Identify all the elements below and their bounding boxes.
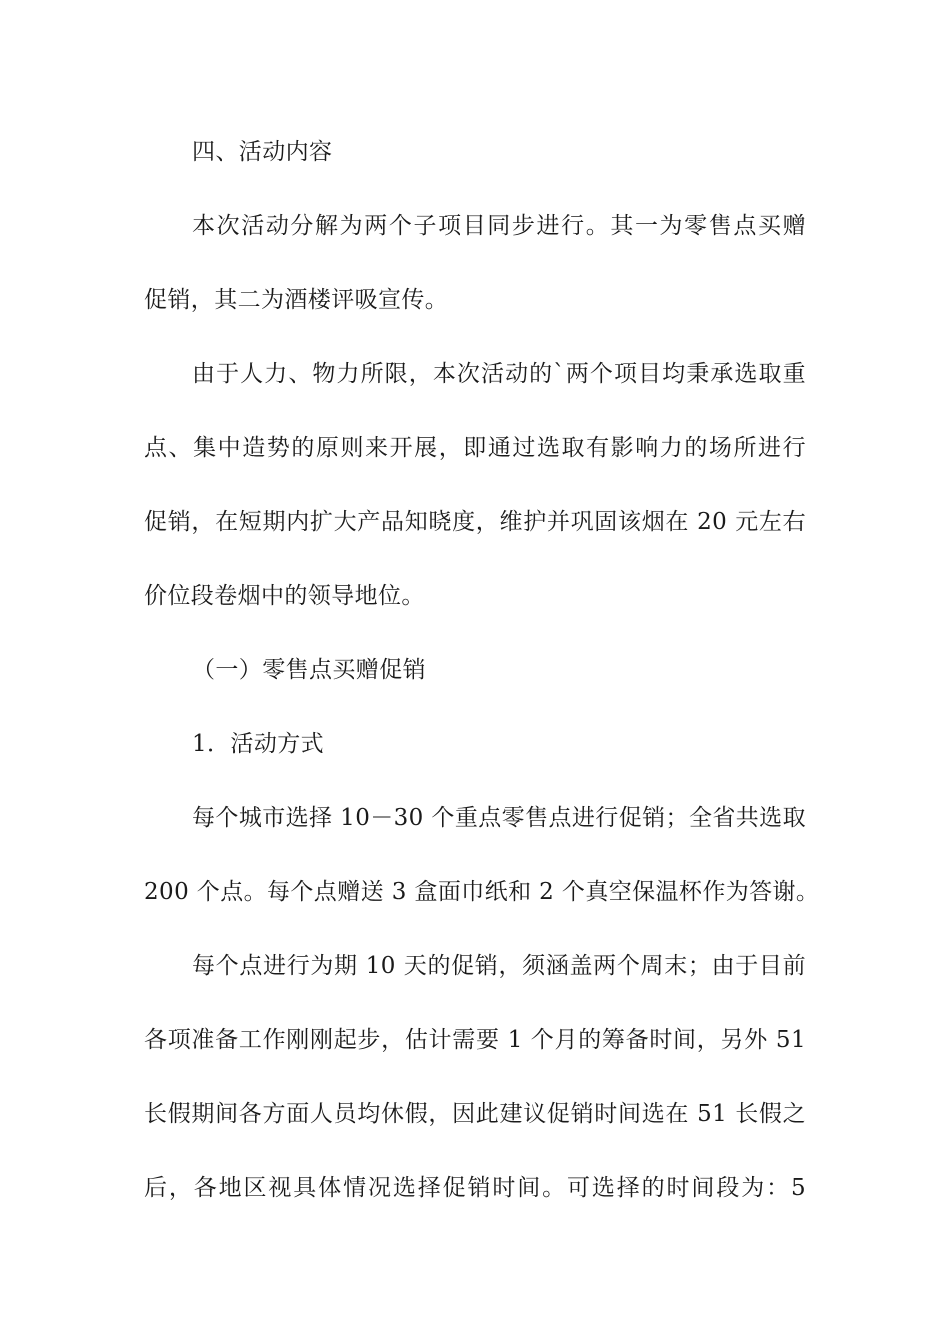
item-heading: 1．活动方式 — [192, 731, 325, 757]
paragraph-line: 200 个点。每个点赠送 3 盒面巾纸和 2 个真空保温杯作为答谢。 — [144, 879, 820, 905]
paragraph-line: 每个城市选择 10－30 个重点零售点进行促销；全省共选取 — [192, 805, 806, 831]
paragraph-line: 促销，其二为酒楼评吸宣传。 — [144, 287, 449, 313]
paragraph-line: 由于人力、物力所限，本次活动的`两个项目均秉承选取重 — [192, 361, 806, 387]
paragraph-line: 促销，在短期内扩大产品知晓度，维护并巩固该烟在 20 元左右 — [144, 509, 806, 535]
paragraph-line: 各项准备工作刚刚起步，估计需要 1 个月的筹备时间，另外 51 — [144, 1027, 806, 1053]
paragraph-line: 本次活动分解为两个子项目同步进行。其一为零售点买赠 — [192, 213, 806, 239]
paragraph-line: 每个点进行为期 10 天的促销，须涵盖两个周末；由于目前 — [192, 953, 806, 979]
paragraph-line: 价位段卷烟中的领导地位。 — [144, 583, 425, 609]
paragraph-line: 长假期间各方面人员均休假，因此建议促销时间选在 51 长假之 — [144, 1101, 806, 1127]
paragraph-line: 点、集中造势的原则来开展，即通过选取有影响力的场所进行 — [144, 435, 806, 461]
section-heading: 四、活动内容 — [192, 139, 333, 165]
paragraph-line: 后，各地区视具体情况选择促销时间。可选择的时间段为：5 — [144, 1175, 806, 1201]
subsection-heading: （一）零售点买赠促销 — [192, 657, 426, 683]
